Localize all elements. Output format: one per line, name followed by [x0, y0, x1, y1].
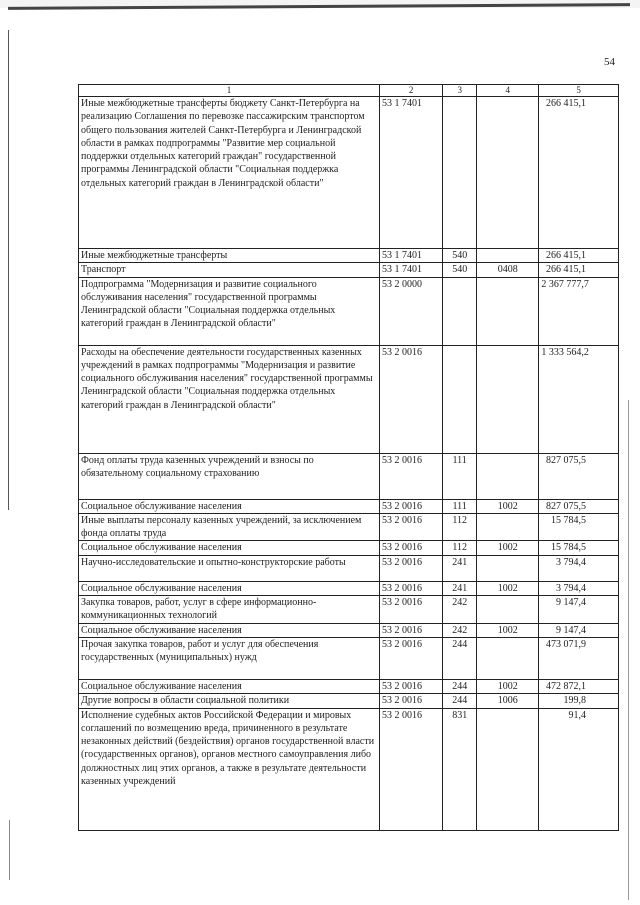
row-col3: 112 [443, 541, 477, 555]
row-code: 53 2 0016 [380, 581, 443, 595]
header-cell-1: 1 [79, 85, 380, 97]
scan-left-edge [8, 30, 9, 510]
row-amount: 266 415,1 [539, 97, 619, 249]
row-col4 [477, 249, 539, 263]
table-row [79, 513, 619, 541]
table-row [79, 555, 619, 581]
table-row [79, 708, 619, 830]
row-code: 53 2 0016 [380, 541, 443, 555]
row-code: 53 2 0016 [380, 623, 443, 637]
row-col4: 1002 [477, 623, 539, 637]
row-col3: 241 [443, 555, 477, 581]
row-amount: 266 415,1 [539, 263, 619, 277]
row-name: Научно-исследовательские и опытно-конструкторские работы [79, 555, 380, 581]
table-row [79, 277, 619, 345]
row-col3 [443, 277, 477, 345]
row-col4 [477, 555, 539, 581]
table-row [79, 263, 619, 277]
row-col4 [477, 97, 539, 249]
row-code: 53 1 7401 [380, 263, 443, 277]
row-col4: 1002 [477, 581, 539, 595]
row-code: 53 2 0016 [380, 513, 443, 541]
row-col3: 242 [443, 596, 477, 624]
row-col4: 1002 [477, 541, 539, 555]
table-row [79, 345, 619, 453]
table-row [79, 694, 619, 708]
header-cell-3: 3 [443, 85, 477, 97]
table-row [79, 596, 619, 624]
row-col3: 831 [443, 708, 477, 830]
row-name: Социальное обслуживание населения [79, 623, 380, 637]
row-name: Иные межбюджетные трансферты бюджету Санкт-Петербурга на реализацию Соглашения по перевозке пассажирским транспортом общего пользования жителей Санкт-Петербурга и Ленинградской области в рамках подпрограммы "Развитие мер социальной поддержки отдельных категорий граждан" государственной программы Ленинградской области "Социальная поддержка отдельных категорий граждан в Ленинградской области" [79, 97, 380, 249]
table-row [79, 541, 619, 555]
row-col3: 244 [443, 637, 477, 679]
row-code: 53 1 7401 [380, 249, 443, 263]
row-amount: 199,8 [539, 694, 619, 708]
row-name: Иные межбюджетные трансферты [79, 249, 380, 263]
row-col4: 0408 [477, 263, 539, 277]
row-amount: 9 147,4 [539, 596, 619, 624]
row-col4 [477, 596, 539, 624]
row-name: Закупка товаров, работ, услуг в сфере информационно-коммуникационных технологий [79, 596, 380, 624]
budget-table [78, 84, 619, 831]
row-col3: 540 [443, 249, 477, 263]
row-col4: 1002 [477, 499, 539, 513]
row-name: Иные выплаты персоналу казенных учреждений, за исключением фонда оплаты труда [79, 513, 380, 541]
row-col4 [477, 513, 539, 541]
row-code: 53 2 0016 [380, 679, 443, 693]
table-row [79, 623, 619, 637]
page-number: 54 [604, 56, 615, 68]
row-name: Другие вопросы в области социальной политики [79, 694, 380, 708]
scan-right-edge [628, 400, 629, 900]
row-code: 53 2 0016 [380, 708, 443, 830]
row-name: Расходы на обеспечение деятельности государственных казенных учреждений в рамках подпрограммы "Модернизация и развитие социального обслуживания населения" государственной программы Ленинградской области "Социальная поддержка отдельных категорий граждан в Ленинградской области" [79, 345, 380, 453]
row-col3: 242 [443, 623, 477, 637]
row-col4 [477, 708, 539, 830]
row-code: 53 2 0016 [380, 345, 443, 453]
table-row [79, 637, 619, 679]
header-cell-2: 2 [380, 85, 443, 97]
row-code: 53 1 7401 [380, 97, 443, 249]
table-row [79, 97, 619, 249]
row-name: Социальное обслуживание населения [79, 499, 380, 513]
row-col3 [443, 345, 477, 453]
row-amount: 15 784,5 [539, 541, 619, 555]
row-name: Подпрограмма "Модернизация и развитие социального обслуживания населения" государственной программы Ленинградской области "Социальная поддержка отдельных категорий граждан в Ленинградской области" [79, 277, 380, 345]
row-amount: 3 794,4 [539, 555, 619, 581]
row-col4 [477, 277, 539, 345]
row-name: Прочая закупка товаров, работ и услуг для обеспечения государственных (муниципальных) нужд [79, 637, 380, 679]
table-row [79, 679, 619, 693]
row-code: 53 2 0016 [380, 453, 443, 499]
row-code: 53 2 0016 [380, 637, 443, 679]
row-col4 [477, 345, 539, 453]
row-name: Фонд оплаты труда казенных учреждений и взносы по обязательному социальному страхованию [79, 453, 380, 499]
row-col3: 111 [443, 499, 477, 513]
row-col4: 1002 [477, 679, 539, 693]
table-row [79, 453, 619, 499]
table-row [79, 249, 619, 263]
row-amount: 15 784,5 [539, 513, 619, 541]
row-code: 53 2 0016 [380, 555, 443, 581]
row-name: Исполнение судебных актов Российской Федерации и мировых соглашений по возмещению вреда, причиненного в результате незаконных действий (бездействия) органов государственной власти (государственных органов), органов местного самоуправления либо должностных лиц этих органов, а также в результате деятельности казенных учреждений [79, 708, 380, 830]
row-code: 53 2 0016 [380, 694, 443, 708]
row-col3: 241 [443, 581, 477, 595]
row-code: 53 2 0016 [380, 499, 443, 513]
row-col3: 112 [443, 513, 477, 541]
row-amount: 473 071,9 [539, 637, 619, 679]
row-name: Социальное обслуживание населения [79, 679, 380, 693]
table-row [79, 499, 619, 513]
row-code: 53 2 0000 [380, 277, 443, 345]
row-name: Транспорт [79, 263, 380, 277]
row-amount: 266 415,1 [539, 249, 619, 263]
row-col3: 111 [443, 453, 477, 499]
row-amount: 3 794,4 [539, 581, 619, 595]
row-col3: 244 [443, 694, 477, 708]
row-amount: 1 333 564,2 [539, 345, 619, 453]
row-col4 [477, 453, 539, 499]
scan-top-edge [0, 0, 640, 8]
row-col4: 1006 [477, 694, 539, 708]
scan-left-edge-lower [9, 820, 10, 880]
table-row [79, 581, 619, 595]
header-cell-4: 4 [477, 85, 539, 97]
header-cell-5: 5 [539, 85, 619, 97]
row-name: Социальное обслуживание населения [79, 581, 380, 595]
row-col3: 540 [443, 263, 477, 277]
row-code: 53 2 0016 [380, 596, 443, 624]
row-amount: 9 147,4 [539, 623, 619, 637]
row-name: Социальное обслуживание населения [79, 541, 380, 555]
row-col4 [477, 637, 539, 679]
row-col3 [443, 97, 477, 249]
row-amount: 827 075,5 [539, 453, 619, 499]
row-amount: 827 075,5 [539, 499, 619, 513]
row-amount: 91,4 [539, 708, 619, 830]
row-amount: 2 367 777,7 [539, 277, 619, 345]
row-col3: 244 [443, 679, 477, 693]
header-row [79, 85, 619, 97]
row-amount: 472 872,1 [539, 679, 619, 693]
